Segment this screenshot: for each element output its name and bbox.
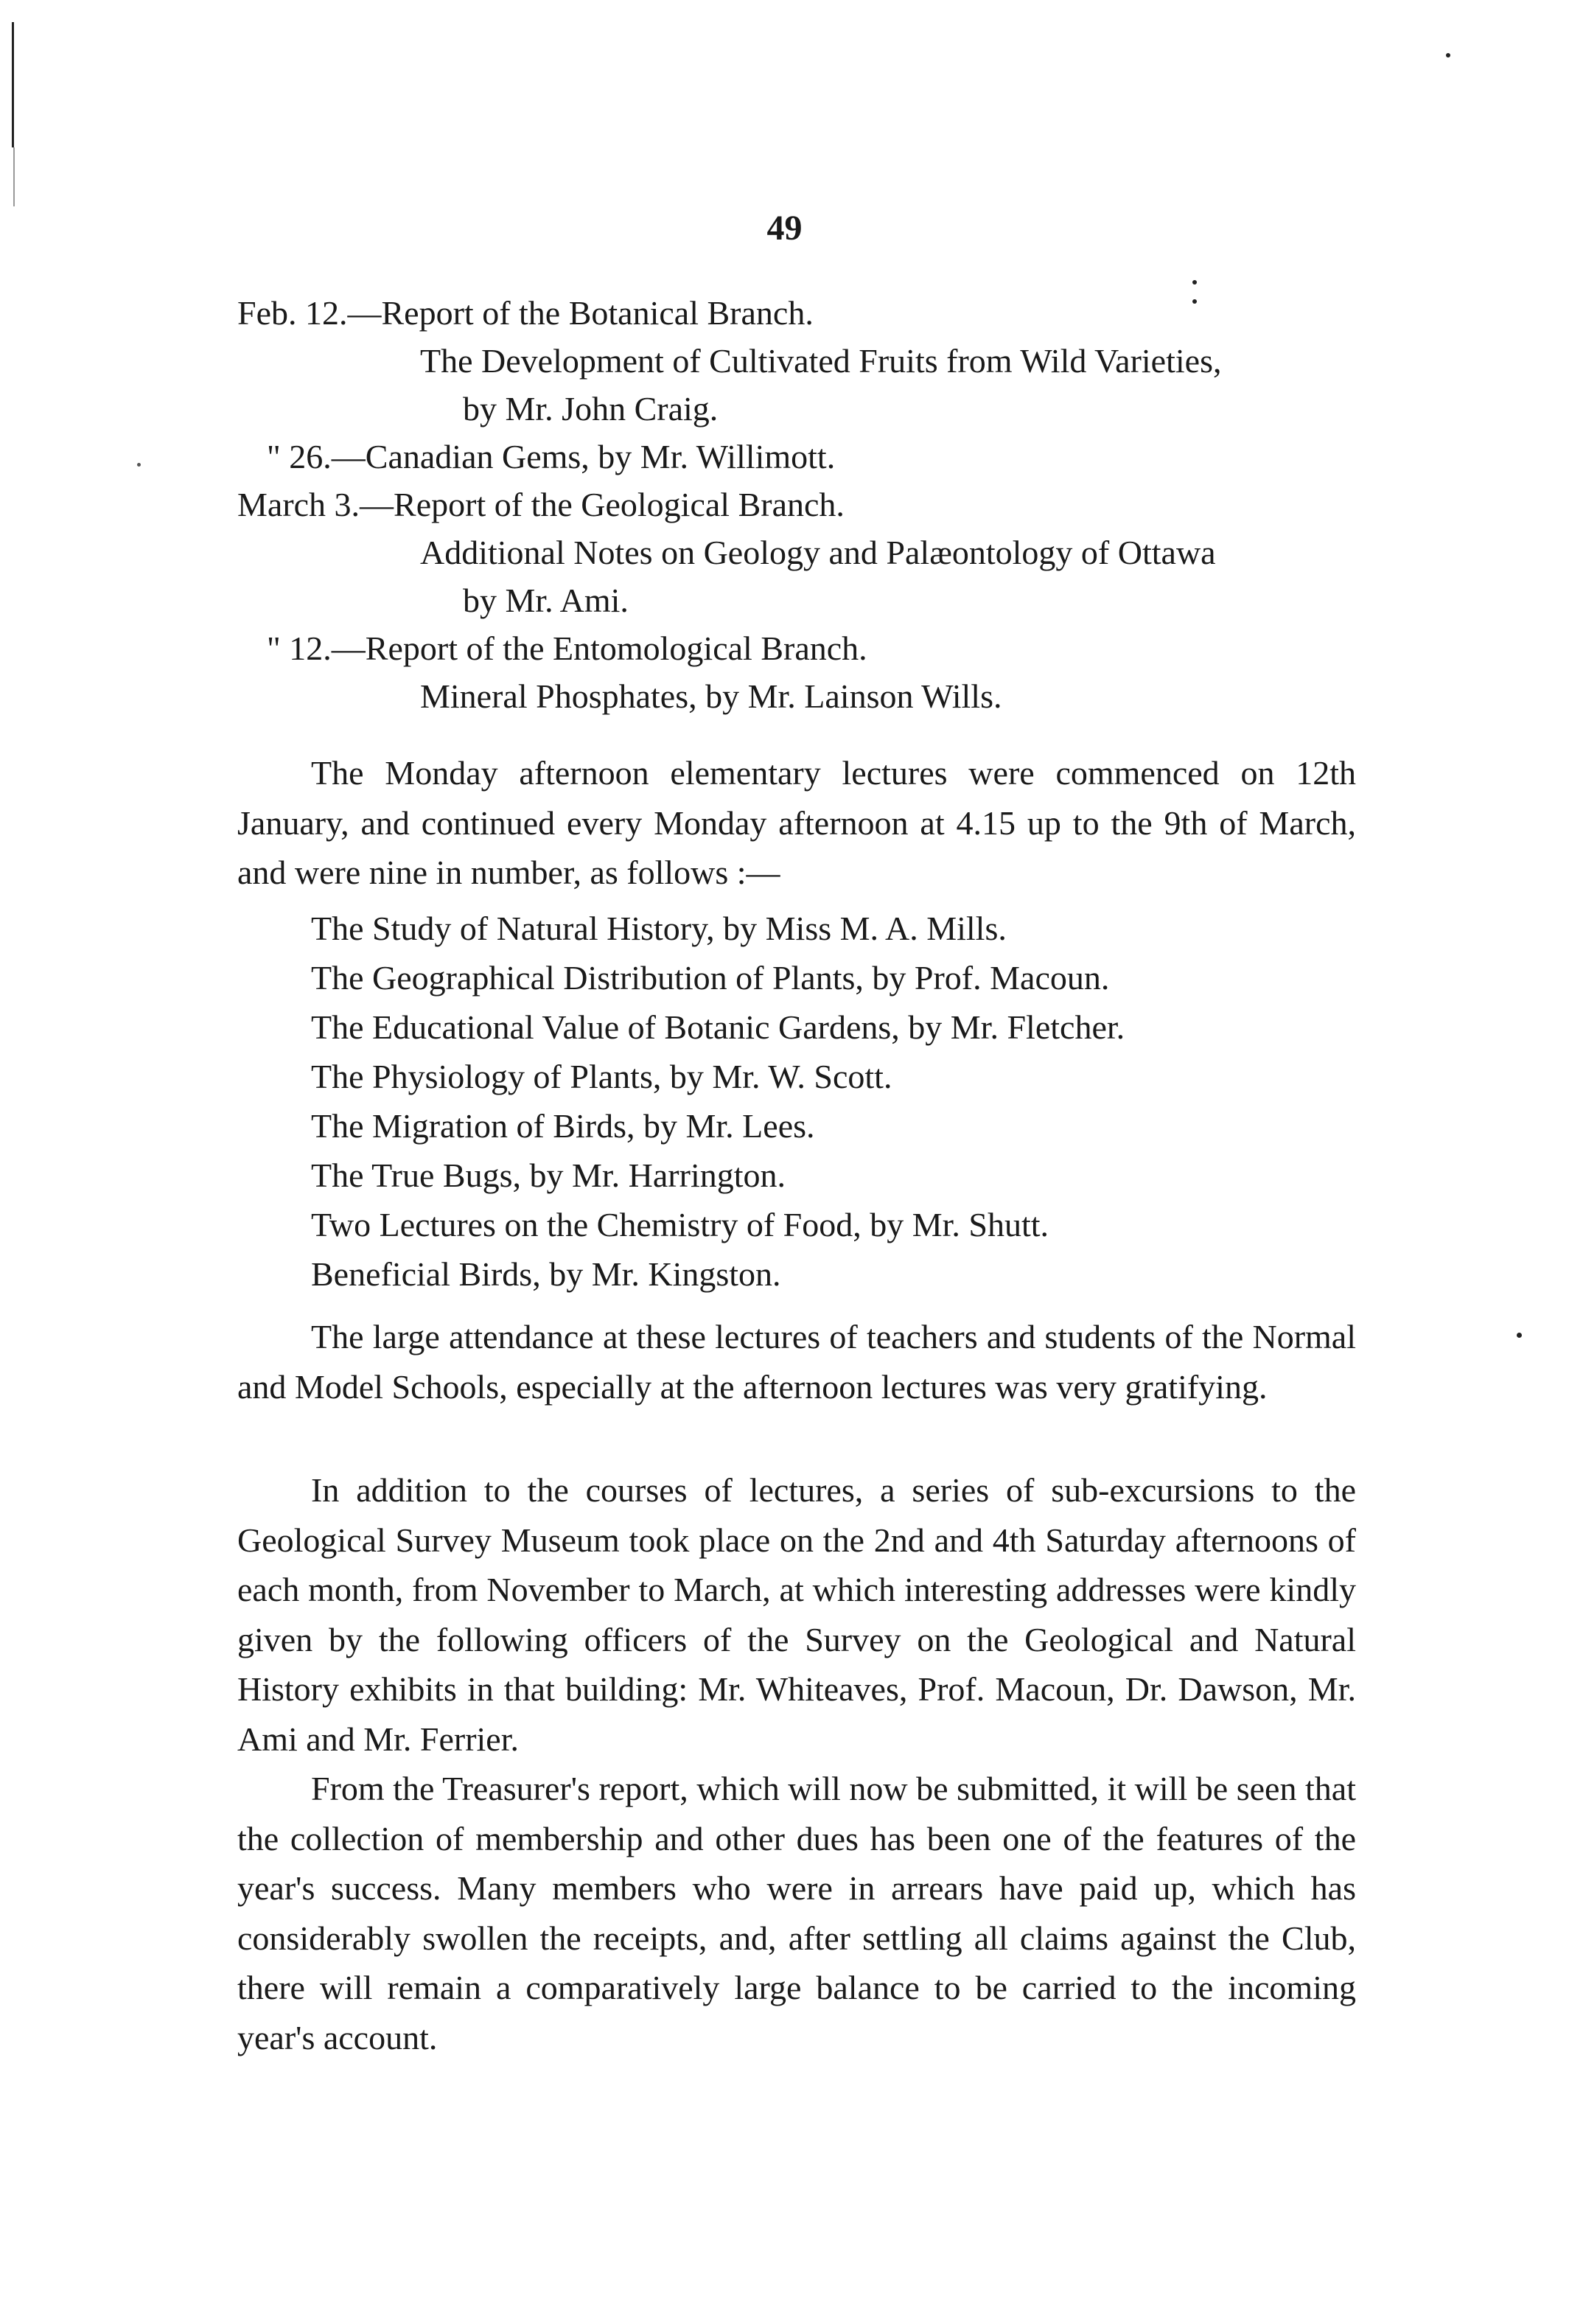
attendance-paragraph: The large attendance at these lectures of teachers and students of the Normal and Model Schools, especially at the afternoon lectures was very gratifying.	[237, 1318, 1356, 1406]
lecture-item: The Geographical Distribution of Plants, by Prof. Macoun.	[311, 959, 1110, 997]
lecture-item: The Physiology of Plants, by Mr. W. Scott.	[311, 1058, 892, 1095]
schedule-line: by Mr. John Craig.	[463, 390, 719, 428]
scan-speck	[1192, 299, 1197, 304]
intro-paragraph: The Monday afternoon elementary lectures were commenced on 12th January, and continued every Monday afternoon at 4.15 up to the 9th of March, and were nine in number, as follows :—	[237, 754, 1356, 891]
schedule-line: Feb. 12.—Report of the Botanical Branch.	[237, 294, 814, 332]
scan-speck	[1446, 53, 1450, 57]
lecture-item: The Migration of Birds, by Mr. Lees.	[311, 1107, 815, 1145]
schedule-line: Mineral Phosphates, by Mr. Lainson Wills.	[420, 677, 1002, 715]
lecture-item: Beneficial Birds, by Mr. Kingston.	[311, 1255, 781, 1293]
lecture-item: The True Bugs, by Mr. Harrington.	[311, 1156, 786, 1194]
scan-speck	[1517, 1333, 1522, 1338]
treasurer-paragraph: From the Treasurer's report, which will now be submitted, it will be seen that the collection of membership and other dues has been one of the features of the year's success. Many members who were in arrears have paid up, which has considerably swollen the receipts, and, after settling all claims against the Club, there will remain a comparatively large balance to be carried to the incoming year's account.	[237, 1770, 1356, 2056]
lecture-item: The Educational Value of Botanic Gardens, by Mr. Fletcher.	[311, 1008, 1125, 1046]
schedule-line: March 3.—Report of the Geological Branch.	[237, 486, 845, 523]
schedule-line: by Mr. Ami.	[463, 582, 629, 619]
schedule-line: The Development of Cultivated Fruits from Wild Varieties,	[420, 342, 1222, 380]
lecture-item: Two Lectures on the Chemistry of Food, by Mr. Shutt.	[311, 1206, 1049, 1243]
schedule-line: " 12.—Report of the Entomological Branch.	[267, 629, 867, 667]
schedule-line: " 26.—Canadian Gems, by Mr. Willimott.	[267, 438, 836, 475]
scan-edge-mark	[12, 22, 14, 147]
schedule-line: Additional Notes on Geology and Palæontology of Ottawa	[420, 534, 1216, 571]
scan-edge-mark	[13, 147, 15, 206]
excursions-paragraph: In addition to the courses of lectures, a series of sub-excursions to the Geological Survey Museum took place on the 2nd and 4th Saturday afternoons of each month, from November to March, at which interesting addresses were kindly given by the following officers of the Survey on the Geological and Natural History exhibits in that building: Mr. Whiteaves, Prof. Macoun, Dr. Dawson, Mr. Ami and Mr. Ferrier.	[237, 1471, 1356, 1758]
lecture-item: The Study of Natural History, by Miss M. A. Mills.	[311, 910, 1007, 947]
scan-speck	[137, 463, 141, 467]
page-number: 49	[766, 209, 803, 248]
scan-speck	[1192, 280, 1197, 285]
